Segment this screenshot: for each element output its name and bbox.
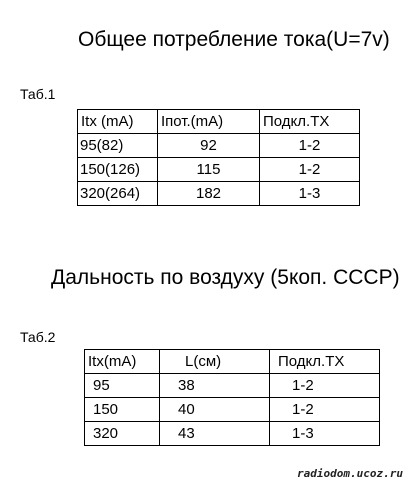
table-row [78,182,360,206]
table-cell: 1-2 [270,374,380,398]
table-header-row [85,350,380,374]
table-cell: 150 [85,398,160,422]
table-cell: 1-3 [270,422,380,446]
section1-title: Общее потребление тока(U=7v) [78,28,390,51]
table-row [78,134,360,158]
air-range-table [84,349,380,446]
table-cell: 1-2 [260,134,360,158]
table-cell: 95(82) [78,134,158,158]
table-cell: 182 [158,182,260,206]
header-cell: Itx (mA) [78,110,158,134]
table-row [85,374,380,398]
table-cell: 40 [160,398,270,422]
header-cell: Iпот.(mA) [158,110,260,134]
header-cell: Подкл.ТХ [270,350,380,374]
table1-label: Таб.1 [20,86,56,102]
table-row [85,398,380,422]
table-cell: 1-2 [260,158,360,182]
table-row [85,422,380,446]
table-cell: 1-2 [270,398,380,422]
site-watermark: radiodom.ucoz.ru [297,467,403,480]
table-row [78,158,360,182]
table-cell: 115 [158,158,260,182]
table-cell: 150(126) [78,158,158,182]
table-cell: 320 [85,422,160,446]
table-cell: 320(264) [78,182,158,206]
table-cell: 43 [160,422,270,446]
section2-title: Дальность по воздуху (5коп. СССР) [51,266,400,289]
table-header-row [78,110,360,134]
table-cell: 1-3 [260,182,360,206]
table-cell: 92 [158,134,260,158]
header-cell: Подкл.ТХ [260,110,360,134]
header-cell: Itx(mA) [85,350,160,374]
current-consumption-table [77,109,360,206]
table-cell: 38 [160,374,270,398]
table-cell: 95 [85,374,160,398]
header-cell: L(см) [160,350,270,374]
table2-label: Таб.2 [20,329,56,345]
